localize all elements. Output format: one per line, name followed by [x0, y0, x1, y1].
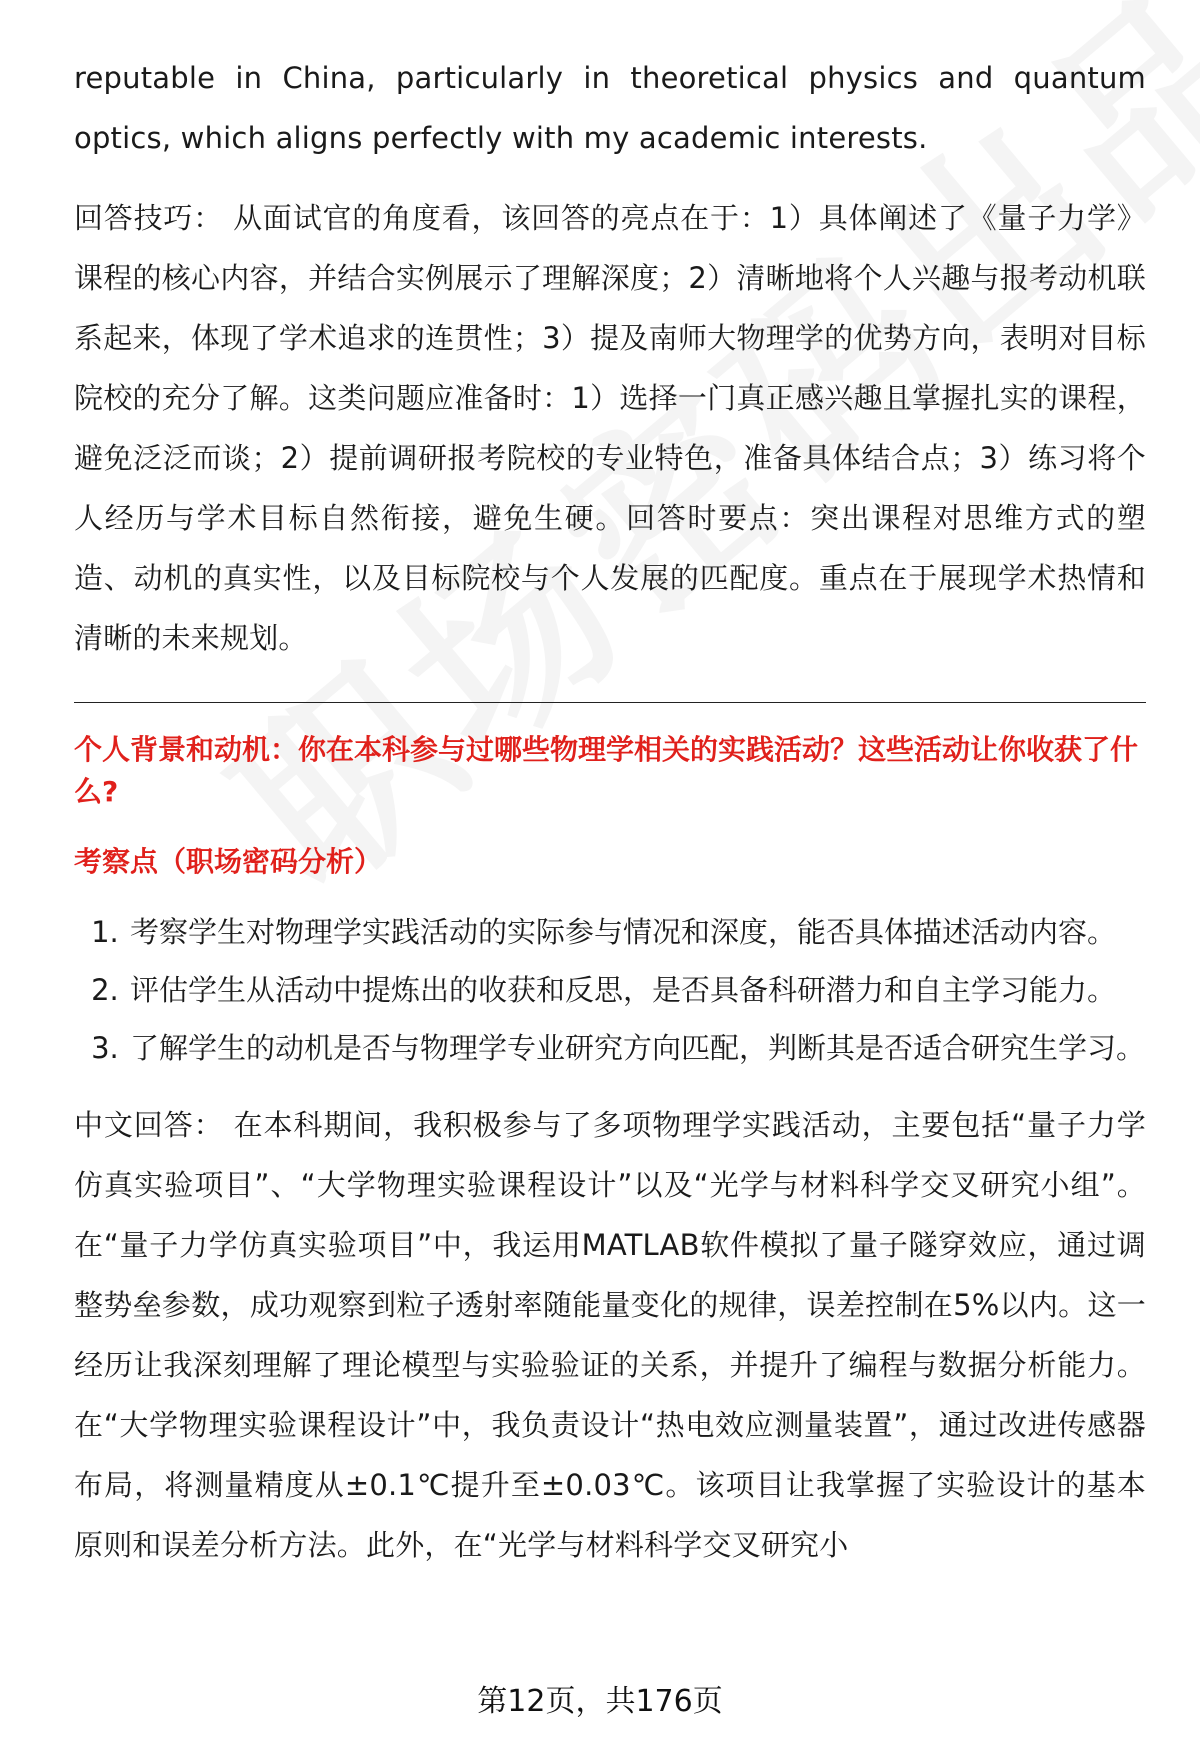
- intro-paragraph: reputable in China, particularly in theoretical physics and quantum optics, which aligns perfectly with my academic interests.: [74, 61, 1146, 155]
- document-page: [74, 48, 1146, 1575]
- section-divider: [74, 702, 1146, 703]
- page-number-footer: 第12页，共176页: [477, 1684, 723, 1719]
- analysis-heading: 考察点（职场密码分析）: [74, 845, 383, 878]
- analysis-list: [74, 903, 1146, 1077]
- analysis-point: 3. 了解学生的动机是否与物理学专业研究方向匹配，判断其是否适合研究生学习。: [128, 1019, 1146, 1077]
- analysis-point: 2. 评估学生从活动中提炼出的收获和反思，是否具备科研潜力和自主学习能力。: [128, 961, 1146, 1019]
- tips-paragraph: 回答技巧： 从面试官的角度看，该回答的亮点在于：1）具体阐述了《量子力学》课程的核心内容，并结合实例展示了理解深度；2）清晰地将个人兴趣与报考动机联系起来，体现了学术追求的连贯性；3）提及南师大物理学的优势方向，表明对目标院校的充分了解。这类问题应准备时：1）选择一门真正感兴趣且掌握扎实的课程，避免泛泛而谈；2）提前调研报考院校的专业特色，准备具体结合点；3）练习将个人经历与学术目标自然衔接，避免生硬。回答时要点：突出课程对思维方式的塑造、动机的真实性，以及目标院校与个人发展的匹配度。重点在于展现学术热情和清晰的未来规划。: [74, 201, 1146, 655]
- question-heading: 个人背景和动机：你在本科参与过哪些物理学相关的实践活动？这些活动让你收获了什么?: [74, 733, 1139, 808]
- analysis-point: 1. 考察学生对物理学实践活动的实际参与情况和深度，能否具体描述活动内容。: [128, 903, 1146, 961]
- answer-paragraph: 中文回答： 在本科期间，我积极参与了多项物理学实践活动，主要包括“量子力学仿真实验项目”、“大学物理实验课程设计”以及“光学与材料科学交叉研究小组”。在“量子力学仿真实验项目”中，我运用MATLAB软件模拟了量子隧穿效应，通过调整势垒参数，成功观察到粒子透射率随能量变化的规律，误差控制在5%以内。这一经历让我深刻理解了理论模型与实验验证的关系，并提升了编程与数据分析能力。在“大学物理实验课程设计”中，我负责设计“热电效应测量装置”，通过改进传感器布局，将测量精度从±0.1℃提升至±0.03℃。该项目让我掌握了实验设计的基本原则和误差分析方法。此外，在“光学与材料科学交叉研究小: [74, 1108, 1146, 1562]
